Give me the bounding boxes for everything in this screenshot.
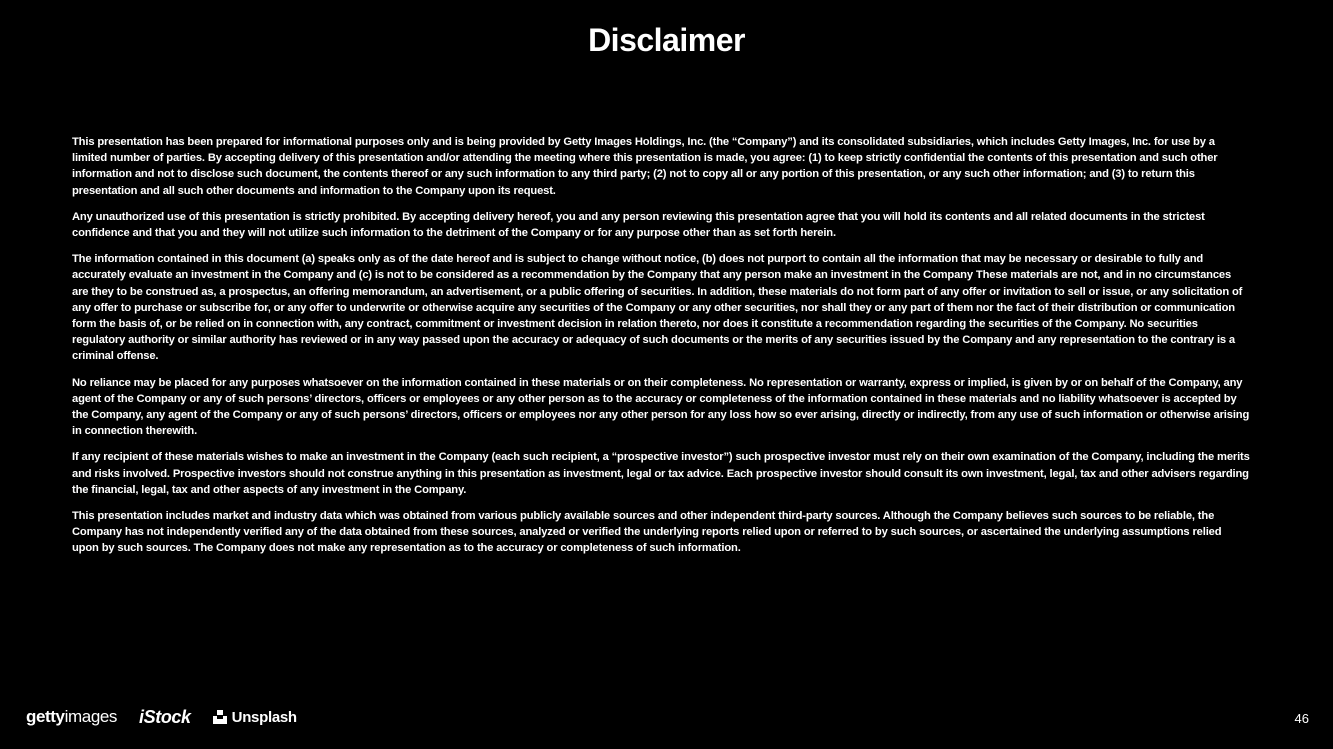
unsplash-logo-text: Unsplash: [231, 708, 297, 726]
page-number: 46: [1294, 711, 1309, 726]
disclaimer-paragraph: If any recipient of these materials wishes to make an investment in the Company (each such recipient, a “prospective investor”) such prospective investor must rely on their own examination of the Company, including the merits and risks involved. Prospective investors should not construe anything in this presentation as investment, legal or tax advice. Each prospective investor should consult its own investment, legal, tax and other advisers regarding the financial, legal, tax and other aspects of any investment in the Company.: [72, 451, 1250, 496]
disclaimer-paragraph: This presentation has been prepared for informational purposes only and is being provided by Getty Images Holdings, Inc. (the “Company”) and its consolidated subsidiaries, which includes Getty Images, Inc. for use by a limited number of parties. By accepting delivery of this presentation and/or attending the meeting where this presentation is made, you agree: (1) to keep strictly confidential the contents of this presentation and such other information and not to disclose such document, the contents thereof or any such information to any third party; (2) not to copy all or any portion of this presentation, or any such other information; and (3) to return this presentation and all such other documents and information to the Company upon its request.: [72, 136, 1218, 197]
disclaimer-paragraph: This presentation includes market and industry data which was obtained from various publicly available sources and other independent third-party sources. Although the Company believes such sources to be reliable, the Company has not independently verified any of the data obtained from these sources, analyzed or verified the underlying reports relied upon or referred to by such sources, or ascertained the underlying assumptions relied upon by such sources. The Company does not make any representation as to the accuracy or completeness of such information.: [72, 510, 1222, 555]
disclaimer-body: [72, 134, 1250, 567]
disclaimer-paragraph: The information contained in this document (a) speaks only as of the date hereof and is subject to change without notice, (b) does not purport to contain all the information that may be necessary or desirable to fully and accurately evaluate an investment in the Company and (c) is not to be considered as a recommendation by the Company that any person make an investment in the Company These materials are not, and in no circumstances are they to be construed as, a prospectus, an offering memorandum, an advertisement, or a public offering of securities. In addition, these materials do not form part of any offer or invitation to sell or issue, or any solicitation of any offer to purchase or subscribe for, or any offer to underwrite or otherwise acquire any securities of the Company or any other securities, nor shall they or any part of them nor the fact of their distribution or communication form the basis of, or be relied on in connection with, any contract, commitment or investment decision in relation thereto, nor does it constitute a recommendation regarding the securities of the Company. No securities regulatory authority or similar authority has reviewed or in any way passed upon the accuracy or adequacy of such documents or the merits of any securities issued by the Company and any representation to the contrary is a criminal offense.: [72, 253, 1243, 363]
unsplash-logo: [213, 709, 297, 726]
gettyimages-logo-bold: getty: [26, 707, 65, 726]
gettyimages-logo-light: images: [64, 707, 118, 726]
gettyimages-logo: [26, 707, 117, 727]
footer-logos: [26, 704, 297, 730]
istock-logo: iStock: [139, 706, 191, 727]
disclaimer-paragraph: Any unauthorized use of this presentation is strictly prohibited. By accepting delivery hereof, you and any person reviewing this presentation agree that you will hold its contents and all related documents in the strictest confidence and that you and they will not utilize such information to the detriment of the Company or for any purpose other than as set forth herein.: [72, 210, 1205, 240]
disclaimer-paragraph: No reliance may be placed for any purposes whatsoever on the information contained in these materials or on their completeness. No representation or warranty, express or implied, is given by or on behalf of the Company, any agent of the Company or any of such persons’ directors, officers or employees or any other person as to the accuracy or completeness of the information contained in these materials and no liability whatsoever is accepted by the Company, any agent of the Company or any of such persons’ directors, officers or employees nor any other person for any loss how so ever arising, directly or indirectly, from any use of such information or otherwise arising in connection therewith.: [72, 376, 1250, 438]
unsplash-icon: [213, 710, 227, 724]
page-title: Disclaimer: [588, 22, 745, 58]
